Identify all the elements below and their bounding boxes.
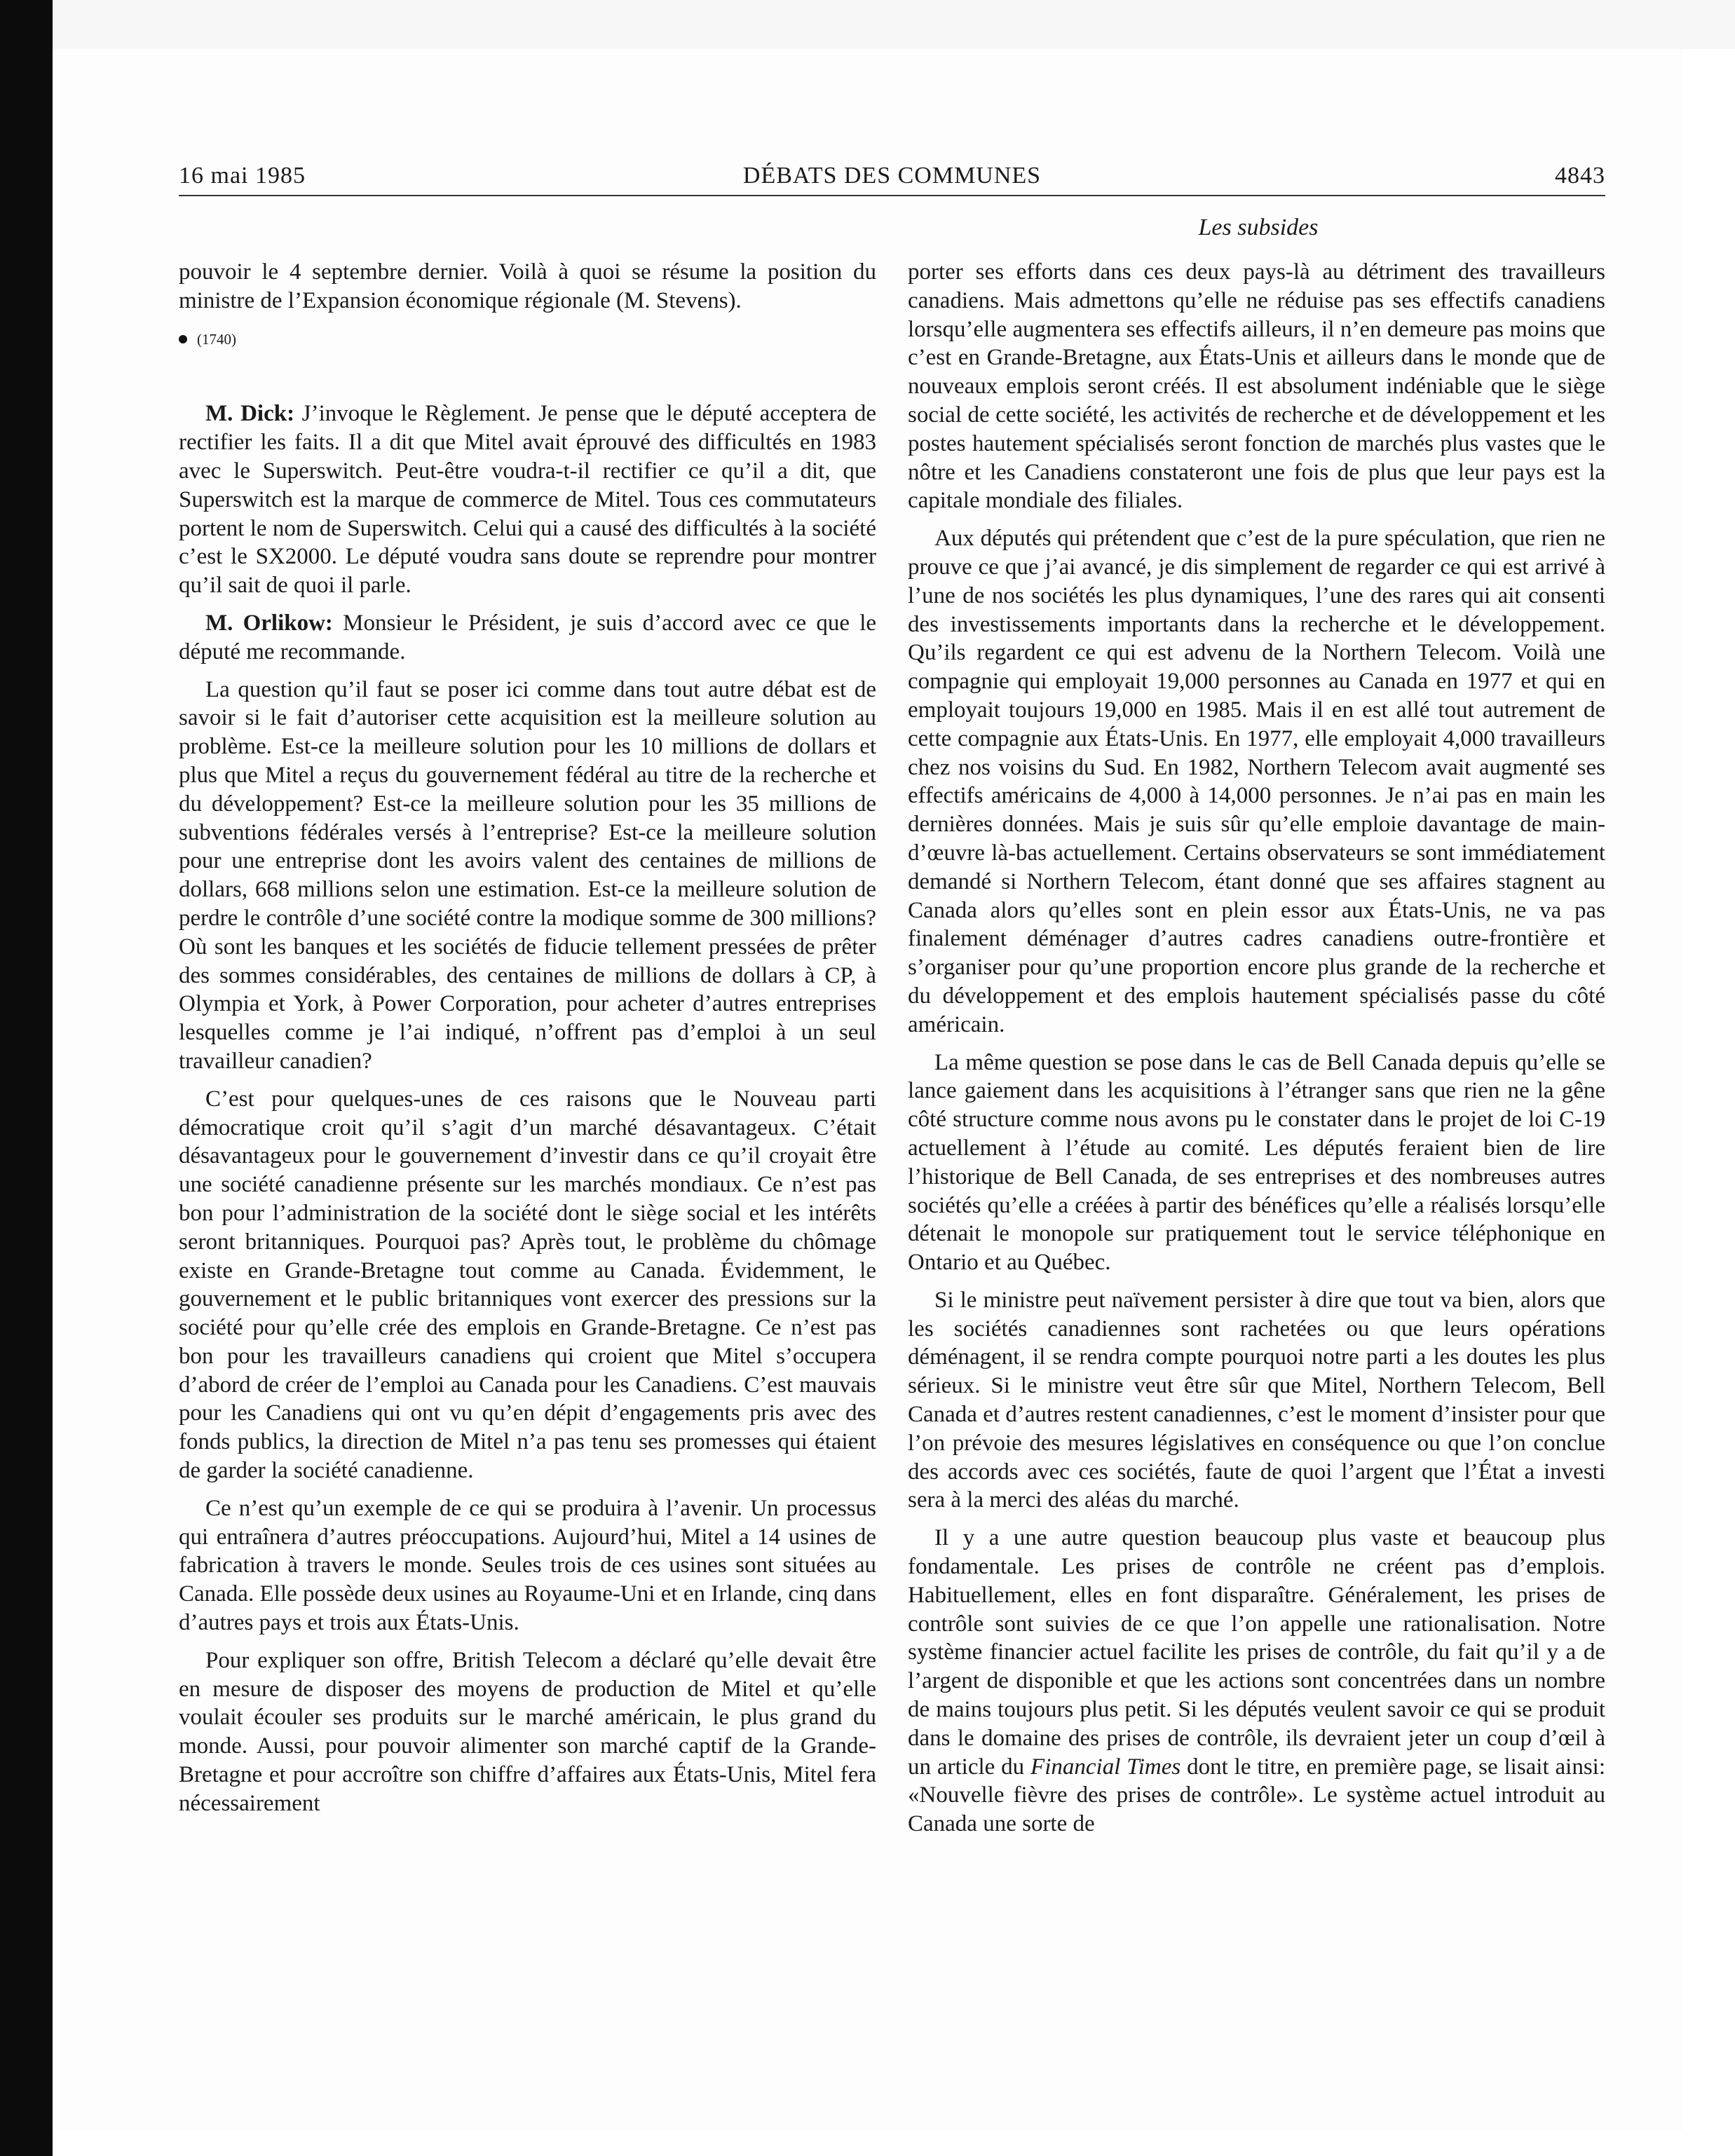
time-marker [179, 325, 876, 354]
scan-binding-edge [0, 0, 53, 2156]
section-title: Les subsides [1198, 214, 1319, 240]
speaker-name: M. Dick: [205, 401, 295, 427]
right-column [908, 258, 1605, 1848]
header-date: 16 mai 1985 [179, 163, 306, 189]
scan-top-margin [53, 0, 1735, 49]
speaker-name: M. Orlikow: [205, 610, 333, 636]
paragraph-orlikow [179, 609, 876, 667]
paragraph: La même question se pose dans le cas de Bell Canada depuis qu’elle se lance gaiement dans les acquisitions à l’étranger sans que rien ne la gêne côté structure comme nous avons pu le constater dans le projet de loi C-19 actuellement à l’étude au comité. Les députés feraient bien de lire l’historique de Bell Canada, de ses entreprises et des nombreuses autres sociétés qu’elle a créées à partir des bénéfices qu’elle a réalisés lorsqu’elle détenait le monopole sur pratiquement tout le service téléphonique en Ontario et au Québec. [908, 1049, 1605, 1276]
paragraph: Pour expliquer son offre, British Telecom a déclaré qu’elle devait être en mesure de disposer des moyens de production de Mitel et qu’elle voulait écouler ses produits sur le marché américain, le plus grand du monde. Aussi, pour pouvoir alimenter son marché captif de la Grande-Bretagne et pour accroître son chiffre d’affaires aux États-Unis, Mitel fera nécessairement [179, 1647, 876, 1816]
left-column [179, 258, 876, 1827]
running-header [179, 163, 1605, 196]
paragraph-text: dont le titre, en première page, se lisait ainsi: «Nouvelle fièvre des prises de contrôle». Le système actuel introduit au Canada une sorte de [908, 1754, 1606, 1837]
paragraph: porter ses efforts dans ces deux pays-là au détriment des travailleurs canadiens. Mais admettons qu’elle ne réduise pas ses effectifs canadiens lorsqu’elle augmentera ses effectifs ailleurs, il n’en demeure pas moins que c’est en Grande-Bretagne, aux États-Unis et ailleurs dans le monde que de nouveaux emplois seront créés. Il est absolument indéniable que le siège social de cette société, les activités de recherche et de développement et les postes hautement spécialisés seront fonction de marchés plus vastes que le nôtre et les Canadiens constateront une fois de plus que leur pays est la capitale mondiale des filiales. [908, 259, 1605, 514]
paragraph-text: Il y a une autre question beaucoup plus vaste et beaucoup plus fondamentale. Les prises de contrôle ne créent pas d’emplois. Habituellement, elles en font disparaître. Généralement, les prises de contrôle sont suivies de ce que l’on appelle une rationalisation. Notre système financier actuel facilite les prises de contrôle, du fait qu’il y a de l’argent de disponible et que les actions sont concentrées dans un nombre de mains toujours plus petit. Si les députés veulent savoir ce qui se produit dans le domaine des prises de contrôle, ils devraient jeter un coup d’œil à un article du [908, 1525, 1605, 1780]
speech-text: J’invoque le Règlement. Je pense que le député acceptera de rectifier les faits. Il a dit que Mitel avait éprouvé des difficultés en 1983 avec le Superswitch. Peut-être voudra-t-il rectifier ce qu’il a dit, que Superswitch est la marque de commerce de Mitel. Tous ces commutateurs portent le nom de Superswitch. Celui qui a causé des difficultés à la société c’est le SX2000. Le député voudra sans doute se reprendre pour montrer qu’il sait de quoi il parle. [179, 401, 877, 599]
paragraph-dick [179, 400, 876, 600]
paragraph: C’est pour quelques-unes de ces raisons que le Nouveau parti démocratique croit qu’il s’agit d’un marché désavantageux. C’était désavantageux pour le gouvernement d’investir dans ce qu’il croyait être une société canadienne présente sur les marchés mondiaux. Ce n’est pas bon pour l’administration de la société dont le siège social et les intérêts seront britanniques. Pourquoi pas? Après tout, le problème du chômage existe en Grande-Bretagne tout comme au Canada. Évidemment, le gouvernement et le public britanniques vont exercer des pressions sur la société pour qu’elle crée des emplois en Grande-Bretagne. Ce n’est pas bon pour les travailleurs canadiens qui croient que Mitel s’occupera d’abord de créer de l’emploi au Canada pour les Canadiens. C’est mauvais pour les Canadiens qui ont vu qu’en dépit d’engagements pris avec des fonds publics, la direction de Mitel n’a pas tenu ses promesses qui étaient de garder la société canadienne. [179, 1086, 876, 1484]
paragraph: Ce n’est qu’un exemple de ce qui se produira à l’avenir. Un processus qui entraînera d’autres préoccupations. Aujourd’hui, Mitel a 14 usines de fabrication à travers le monde. Seules trois de ces usines sont situées au Canada. Elle possède deux usines au Royaume-Uni et en Irlande, cinq dans d’autres pays et trois aux États-Unis. [179, 1495, 876, 1636]
page-number: 4843 [1555, 163, 1605, 189]
paragraph: Aux députés qui prétendent que c’est de la pure spéculation, que rien ne prouve ce que j’ai avancé, je dis simplement de regarder ce qui est arrivé à l’une de nos sociétés les plus dynamiques, l’une des rares qui ait consenti des investissements importants dans la recherche et le développement. Qu’ils regardent ce qui est advenu de la Northern Telecom. Voilà une compagnie qui employait 19,000 personnes au Canada en 1977 et qui en employait toujours 19,000 en 1985. Mais il en est allé tout autrement de cette compagnie aux États-Unis. En 1977, elle employait 4,000 travailleurs chez nos voisins du Sud. En 1982, Northern Telecom avait augmenté ses effectifs américains de 4,000 à 14,000 personnes. Je n’ai pas en main les dernières données. Mais je suis sûr qu’elle emploie davantage de main-d’œuvre là-bas actuellement. Certains observateurs se sont immédiatement demandé si Northern Telecom, étant donné que ses affaires stagnent au Canada alors qu’elles sont en plein essor aux États-Unis, ne va pas finalement déménager d’autres cadres canadiens outre-frontière et s’organiser pour qu’une proportion encore plus grande de la recherche et du développement et des emplois hautement spécialisés passe du côté américain. [908, 526, 1605, 1037]
paragraph: pouvoir le 4 septembre dernier. Voilà à quoi se résume la position du ministre de l’Expansion économique régionale (M. Stevens). [179, 259, 876, 313]
paragraph [908, 1524, 1605, 1838]
header-title: DÉBATS DES COMMUNES [742, 163, 1042, 189]
paragraph: Si le ministre peut naïvement persister à dire que tout va bien, alors que les sociétés canadiennes sont rachetées ou que leurs opérations déménagent, il se rendra compte pourquoi notre parti a les doutes les plus sérieux. Si le ministre veut être sûr que Mitel, Northern Telecom, Bell Canada et d’autres restent canadiennes, c’est le moment d’insister pour que l’on prévoie des mesures législatives en conséquence ou que l’on conclue des accords avec ces sociétés, faute de quoi l’argent que l’État a investi sera à la merci des aléas du marché. [908, 1287, 1605, 1513]
bullet-icon [179, 335, 187, 343]
paragraph: La question qu’il faut se poser ici comme dans tout autre débat est de savoir si le fait d’autoriser cette acquisition est la meilleure solution au problème. Est-ce la meilleure solution pour les 10 millions de dollars et plus que Mitel a reçus du gouvernement fédéral au titre de la recherche et du développement? Est-ce la meilleure solution pour les 35 millions de subventions fédérales versés à l’entreprise? Est-ce la meilleure solution pour une entreprise dont les avoirs valent des centaines de millions de dollars, 668 millions selon une estimation. Est-ce la meilleure solution de perdre le contrôle d’une société contre la modique somme de 300 millions? Où sont les banques et les sociétés de fiducie tellement pressées de prêter des sommes considérables, des centaines de millions de dollars à CP, à Olympia et York, à Power Corporation, pour acheter d’autres entreprises lesquelles comme je l’ai indiqué, n’offrent pas d’emploi à un seul travailleur canadien? [179, 676, 876, 1074]
publication-title: Financial Times [1030, 1754, 1181, 1780]
speech-text: Monsieur le Président, je suis d’accord avec ce que le député me recommande. [179, 610, 877, 664]
time-marker-label: (1740) [197, 330, 236, 348]
